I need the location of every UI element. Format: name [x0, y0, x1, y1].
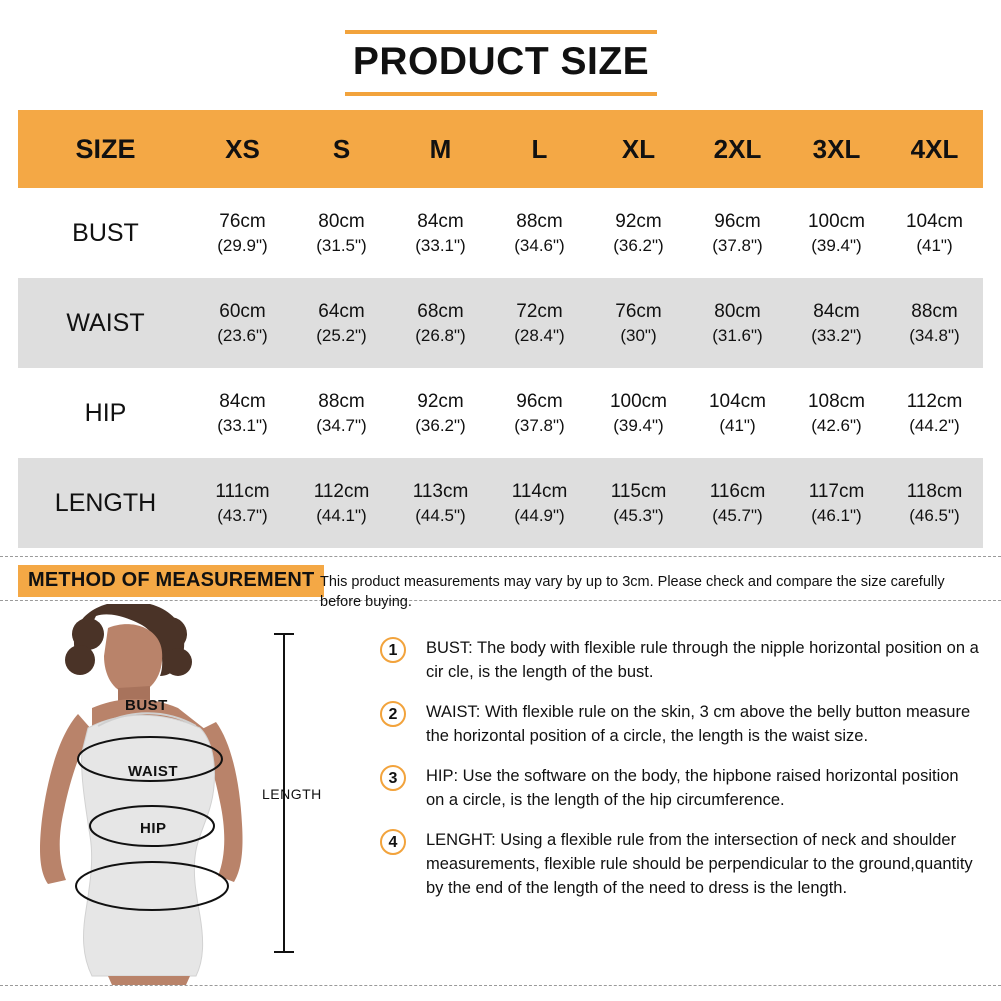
cell-value-cm: 108cm: [807, 390, 866, 412]
cell-waist-2xl: [688, 278, 787, 368]
column-header-size: SIZE: [18, 110, 193, 188]
cell-bust-l: [490, 188, 589, 278]
cell-value-in: (31.5"): [316, 235, 367, 255]
cell-value-cm: 100cm: [609, 390, 668, 412]
instruction-number-2: 2: [380, 701, 406, 727]
cell-value-in: (37.8"): [514, 415, 565, 435]
cell-value-cm: 96cm: [714, 210, 761, 232]
instruction-text-waist: WAIST: With flexible rule on the skin, 3 cm above the belly button measure the horizontal position of a circle, the length is the waist size.: [426, 703, 971, 745]
divider-bottom: [0, 985, 1001, 986]
row-label-waist: WAIST: [18, 278, 193, 368]
cell-value-in: (28.4"): [514, 325, 565, 345]
cell-value-cm: 84cm: [219, 390, 266, 412]
cell-value-cm: 114cm: [511, 480, 568, 502]
figure-label-bust: BUST: [125, 697, 168, 714]
table-row: [18, 368, 983, 458]
instruction-item-waist: [380, 700, 980, 748]
cell-value-cm: 88cm: [318, 390, 365, 412]
cell-length-s: [292, 458, 391, 548]
cell-value-in: (39.4"): [613, 415, 664, 435]
table-row: [18, 278, 983, 368]
instruction-text-bust: BUST: The body with flexible rule through the nipple horizontal position on a cir cle, is the length of the bust.: [426, 639, 979, 681]
cell-hip-2xl: [688, 368, 787, 458]
length-cap-top: [274, 633, 294, 635]
cell-value-in: (33.1"): [415, 235, 466, 255]
method-of-measurement-badge: METHOD OF MEASUREMENT: [18, 565, 324, 597]
cell-value-cm: 115cm: [610, 480, 667, 502]
cell-hip-xs: [193, 368, 292, 458]
cell-hip-s: [292, 368, 391, 458]
page-title-block: [345, 30, 657, 96]
cell-bust-s: [292, 188, 391, 278]
measurement-instructions: [380, 636, 980, 916]
instruction-item-hip: [380, 764, 980, 812]
table-row: [18, 188, 983, 278]
cell-length-2xl: [688, 458, 787, 548]
cell-bust-3xl: [787, 188, 886, 278]
length-cap-bottom: [274, 951, 294, 953]
cell-bust-m: [391, 188, 490, 278]
cell-value-in: (34.7"): [316, 415, 367, 435]
cell-value-cm: 112cm: [313, 480, 370, 502]
cell-hip-xl: [589, 368, 688, 458]
cell-value-in: (39.4"): [811, 235, 862, 255]
cell-length-4xl: [886, 458, 983, 548]
figure-label-hip: HIP: [140, 820, 167, 837]
cell-value-cm: 92cm: [417, 390, 464, 412]
cell-value-in: (46.5"): [909, 505, 960, 525]
cell-value-in: (36.2"): [613, 235, 664, 255]
cell-value-in: (31.6"): [712, 325, 763, 345]
cell-waist-4xl: [886, 278, 983, 368]
instruction-item-length: [380, 828, 980, 900]
cell-value-in: (23.6"): [217, 325, 268, 345]
title-rule-bottom: [345, 92, 657, 96]
divider-top: [0, 556, 1001, 557]
legs-shape: [108, 976, 190, 985]
cell-value-in: (29.9"): [217, 235, 268, 255]
hair-curl: [164, 648, 192, 676]
cell-waist-l: [490, 278, 589, 368]
cell-value-cm: 118cm: [906, 480, 963, 502]
cell-length-xl: [589, 458, 688, 548]
column-header-m: M: [391, 110, 490, 188]
row-label-hip: HIP: [18, 368, 193, 458]
cell-value-cm: 84cm: [813, 300, 860, 322]
column-header-s: S: [292, 110, 391, 188]
cell-value-cm: 84cm: [417, 210, 464, 232]
page-title: PRODUCT SIZE: [352, 40, 650, 83]
column-header-l: L: [490, 110, 589, 188]
cell-value-cm: 88cm: [516, 210, 563, 232]
cell-value-cm: 76cm: [219, 210, 266, 232]
cell-waist-xs: [193, 278, 292, 368]
instruction-item-bust: [380, 636, 980, 684]
hair-curl: [65, 645, 95, 675]
cell-value-in: (33.2"): [811, 325, 862, 345]
cell-hip-l: [490, 368, 589, 458]
cell-value-in: (44.2"): [909, 415, 960, 435]
cell-hip-4xl: [886, 368, 983, 458]
row-label-length: LENGTH: [18, 458, 193, 548]
cell-value-in: (41"): [719, 415, 756, 435]
column-header-4xl: 4XL: [886, 110, 983, 188]
cell-value-cm: 64cm: [318, 300, 365, 322]
instruction-number-1: 1: [380, 637, 406, 663]
cell-value-in: (44.1"): [316, 505, 367, 525]
cell-value-cm: 92cm: [615, 210, 662, 232]
cell-value-cm: 100cm: [807, 210, 866, 232]
cell-value-in: (44.9"): [514, 505, 565, 525]
column-header-xs: XS: [193, 110, 292, 188]
table-row: [18, 458, 983, 548]
cell-value-cm: 76cm: [615, 300, 662, 322]
cell-value-in: (25.2"): [316, 325, 367, 345]
cell-value-cm: 113cm: [412, 480, 469, 502]
cell-value-in: (45.3"): [613, 505, 664, 525]
cell-value-in: (30"): [620, 325, 657, 345]
cell-value-cm: 111cm: [215, 480, 270, 502]
column-header-xl: XL: [589, 110, 688, 188]
cell-value-in: (34.8"): [909, 325, 960, 345]
cell-waist-xl: [589, 278, 688, 368]
cell-hip-3xl: [787, 368, 886, 458]
row-label-bust: BUST: [18, 188, 193, 278]
cell-value-in: (33.1"): [217, 415, 268, 435]
cell-value-cm: 117cm: [808, 480, 865, 502]
instruction-text-hip: HIP: Use the software on the body, the hipbone raised horizontal position on a circle, is the length of the hip circumference.: [426, 767, 959, 809]
cell-value-in: (36.2"): [415, 415, 466, 435]
cell-hip-m: [391, 368, 490, 458]
cell-value-cm: 88cm: [911, 300, 958, 322]
cell-value-cm: 116cm: [709, 480, 766, 502]
cell-value-in: (26.8"): [415, 325, 466, 345]
cell-value-in: (45.7"): [712, 505, 763, 525]
cell-value-in: (34.6"): [514, 235, 565, 255]
cell-bust-4xl: [886, 188, 983, 278]
cell-value-cm: 96cm: [516, 390, 563, 412]
cell-length-m: [391, 458, 490, 548]
cell-value-cm: 104cm: [708, 390, 767, 412]
measurement-disclaimer: This product measurements may vary by up to 3cm. Please check and compare the size carefully before buying.: [320, 574, 945, 610]
figure-label-length: LENGTH: [262, 786, 322, 802]
column-header-3xl: 3XL: [787, 110, 886, 188]
face-shape: [104, 624, 162, 694]
cell-bust-xs: [193, 188, 292, 278]
cell-length-l: [490, 458, 589, 548]
cell-waist-s: [292, 278, 391, 368]
cell-value-cm: 104cm: [905, 210, 964, 232]
cell-value-in: (41"): [916, 235, 953, 255]
cell-value-in: (44.5"): [415, 505, 466, 525]
cell-bust-2xl: [688, 188, 787, 278]
cell-length-3xl: [787, 458, 886, 548]
cell-bust-xl: [589, 188, 688, 278]
cell-value-in: (37.8"): [712, 235, 763, 255]
table-header-row: [18, 110, 983, 188]
column-header-2xl: 2XL: [688, 110, 787, 188]
cell-value-cm: 72cm: [516, 300, 563, 322]
cell-value-in: (46.1"): [811, 505, 862, 525]
cell-length-xs: [193, 458, 292, 548]
figure-label-waist: WAIST: [128, 763, 178, 780]
size-table-body: [18, 188, 983, 548]
size-table-header: [18, 110, 983, 188]
cell-value-in: (42.6"): [811, 415, 862, 435]
cell-waist-3xl: [787, 278, 886, 368]
cell-value-cm: 68cm: [417, 300, 464, 322]
instruction-text-length: LENGHT: Using a flexible rule from the intersection of neck and shoulder measurements, flexible rule should be perpendicular to the ground,quantity by the end of the length of the need to dress is the length.: [426, 831, 973, 897]
cell-waist-m: [391, 278, 490, 368]
cell-value-cm: 80cm: [318, 210, 365, 232]
cell-value-in: (43.7"): [217, 505, 268, 525]
cell-value-cm: 112cm: [906, 390, 963, 412]
size-table: [18, 110, 983, 548]
hair-curl: [72, 618, 104, 650]
instruction-number-4: 4: [380, 829, 406, 855]
instruction-number-3: 3: [380, 765, 406, 791]
cell-value-cm: 60cm: [219, 300, 266, 322]
cell-value-cm: 80cm: [714, 300, 761, 322]
